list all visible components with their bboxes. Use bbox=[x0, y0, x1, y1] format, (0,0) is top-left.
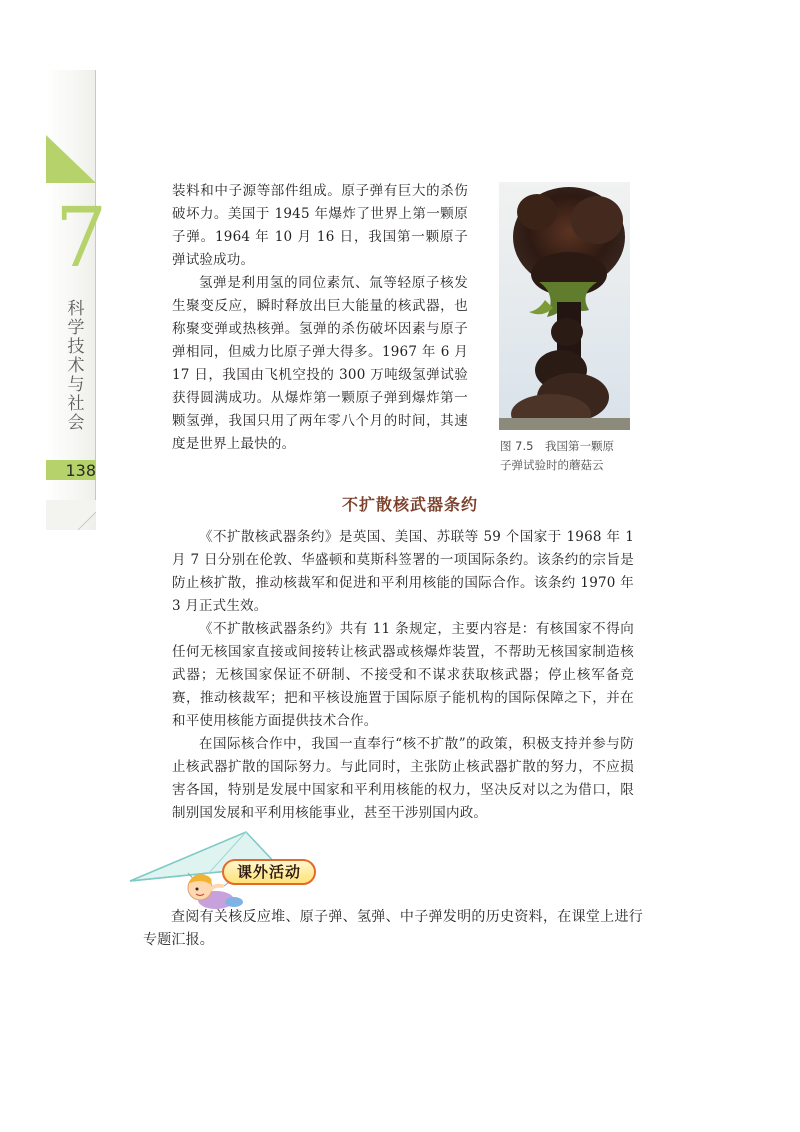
treaty-text bbox=[172, 526, 634, 825]
treaty-paragraph: 在国际核合作中，我国一直奉行“核不扩散”的政策，积极支持并参与防止核武器扩散的国际努力。与此同时，主张防止核武器扩散的努力，不应损害各国，特别是发展中国家和平利用核能的权力，坚决反对以之为借口，限制别国发展和平利用核能事业，甚至干涉别国内政。 bbox=[172, 736, 634, 821]
corner-fold bbox=[46, 500, 96, 530]
mushroom-cloud-photo bbox=[499, 182, 630, 430]
activity-text bbox=[143, 906, 643, 952]
treaty-paragraph: 《不扩散核武器条约》共有 11 条规定，主要内容是：有核国家不得向任何无核国家直接或间接转让核武器或核爆炸装置，不帮助无核国家制造核武器；无核国家保证不研制、不接受和不谋求获取核武器；停止核军备竞赛，推动核裁军；把和平核设施置于国际原子能机构的国际保障之下，并在和平使用核能方面提供技术合作。 bbox=[172, 621, 634, 729]
page-number: 138 bbox=[65, 461, 96, 480]
figure-caption-line: 子弹试验时的蘑菇云 bbox=[500, 458, 604, 472]
figure-caption bbox=[500, 437, 638, 475]
chapter-number: 7 bbox=[55, 191, 108, 286]
section-heading: 不扩散核武器条约 bbox=[341, 495, 478, 514]
activity-badge-label: 课外活动 bbox=[236, 863, 301, 881]
figure-caption-line: 图 7.5 我国第一颗原 bbox=[500, 439, 614, 453]
chapter-tab-triangle bbox=[46, 135, 96, 183]
treaty-paragraph: 《不扩散核武器条约》是英国、美国、苏联等 59 个国家于 1968 年 1 月 7 日分别在伦敦、华盛顿和莫斯科签署的一项国际条约。该条约的宗旨是防止核扩散，推动核裁军和促进和平利用核能的国际合作。该条约 1970 年 3 月正式生效。 bbox=[172, 529, 634, 614]
activity-badge bbox=[222, 859, 316, 885]
chapter-title: 科学技术与社会 bbox=[67, 299, 85, 433]
intro-paragraph: 氢弹是利用氢的同位素氘、氚等轻原子核发生聚变反应，瞬时释放出巨大能量的核武器，也称聚变弹或热核弹。氢弹的杀伤破坏因素与原子弹相同，但威力比原子弹大得多。1967 年 6 月 17 日，我国由飞机空投的 300 万吨级氢弹试验获得圆满成功。从爆炸第一颗原子弹到爆炸第一颗氢弹，我国只用了两年零八个月的时间，其速度是世界上最快的。 bbox=[172, 275, 468, 452]
activity-paragraph: 查阅有关核反应堆、原子弹、氢弹、中子弹发明的历史资料，在课堂上进行专题汇报。 bbox=[143, 909, 643, 948]
intro-text bbox=[172, 180, 468, 456]
intro-paragraph: 装料和中子源等部件组成。原子弹有巨大的杀伤破坏力。美国于 1945 年爆炸了世界上第一颗原子弹。1964 年 10 月 16 日，我国第一颗原子弹试验成功。 bbox=[172, 183, 468, 268]
